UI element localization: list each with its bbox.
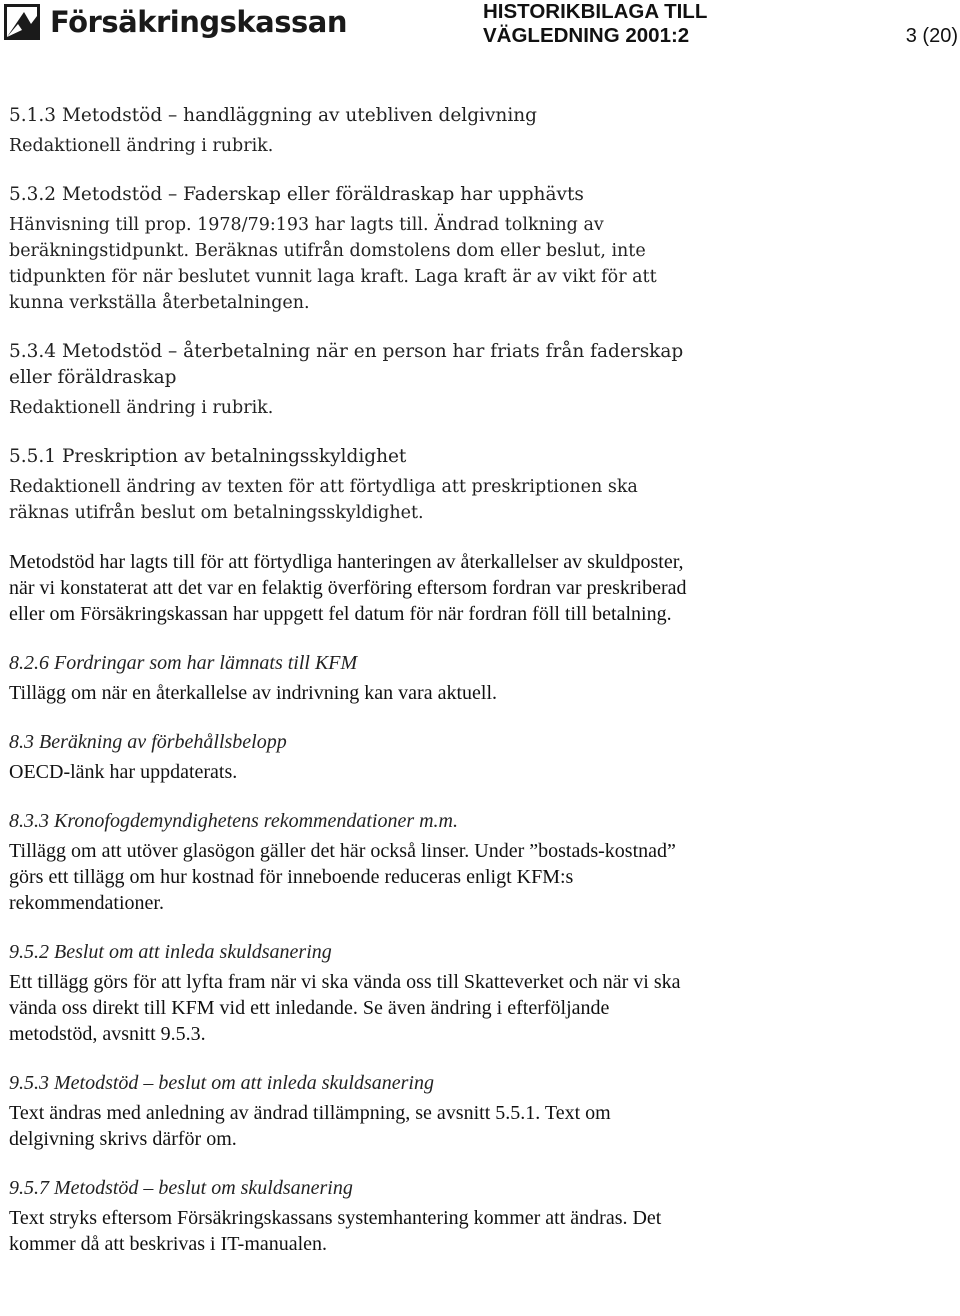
section-heading: 5.3.2 Metodstöd – Faderskap eller föräldraskap har upphävts bbox=[9, 184, 584, 205]
section-text: Tillägg om att utöver glasögon gäller det här också linser. Under ”bostads-kostnad” görs ett tillägg om hur kostnad för inneboende reduceras enligt KFM:s rekommendationer. bbox=[9, 840, 676, 914]
section-text: OECD-länk har uppdaterats. bbox=[9, 761, 238, 783]
section-heading: 9.5.3 Metodstöd – beslut om att inleda skuldsanering bbox=[9, 1072, 434, 1094]
section-text: Text stryks eftersom Försäkringskassans systemhantering kommer att ändras. Det kommer då att beskrivas i IT-manualen. bbox=[9, 1207, 662, 1255]
section-heading: 9.5.7 Metodstöd – beslut om skuldsanering bbox=[9, 1177, 353, 1199]
section-text: Redaktionell ändring i rubrik. bbox=[9, 398, 274, 418]
page-header bbox=[0, 0, 960, 60]
document-title-line1: HISTORIKBILAGA TILL bbox=[483, 0, 708, 23]
section-5-3-2 bbox=[9, 182, 699, 316]
document-title-line2: VÄGLEDNING 2001:2 bbox=[483, 24, 690, 47]
section-heading: 5.5.1 Preskription av betalningsskyldighet bbox=[9, 446, 407, 467]
section-8-3-3 bbox=[9, 808, 699, 916]
section-9-5-7 bbox=[9, 1175, 699, 1257]
section-text: Tillägg om när en återkallelse av indrivning kan vara aktuell. bbox=[9, 682, 498, 704]
section-heading: 8.3.3 Kronofogdemyndighetens rekommendationer m.m. bbox=[9, 810, 459, 832]
section-8-2-6 bbox=[9, 650, 699, 706]
section-9-5-2 bbox=[9, 939, 699, 1047]
section-text: Hänvisning till prop. 1978/79:193 har lagts till. Ändrad tolkning av beräkningstidpunkt. Beräknas utifrån domstolens dom eller beslut, inte tidpunkten för när beslutet vunnit laga kraft. Laga kraft är av vikt för att kunna verkställa återbetalningen. bbox=[9, 215, 657, 313]
section-heading: 8.2.6 Fordringar som har lämnats till KFM bbox=[9, 652, 358, 674]
section-text: Text ändras med anledning av ändrad tillämpning, se avsnitt 5.5.1. Text om delgivning skrivs därför om. bbox=[9, 1102, 611, 1150]
logo bbox=[4, 4, 347, 40]
document-title bbox=[483, 0, 707, 48]
section-paragraph: Metodstöd har lagts till för att förtydliga hanteringen av återkallelser av skuldposter, när vi konstaterat att det var en felaktig överföring eftersom fordran var preskriberad eller om Försäkringskassan har uppgett fel datum för när fordran föll till betalning. bbox=[9, 551, 687, 625]
section-5-5-1 bbox=[9, 444, 699, 526]
section-5-3-4 bbox=[9, 339, 699, 421]
section-9-5-3 bbox=[9, 1070, 699, 1152]
section-8-3 bbox=[9, 729, 699, 785]
section-heading: 5.1.3 Metodstöd – handläggning av utebliven delgivning bbox=[9, 105, 538, 126]
page-number: 3 (20) bbox=[905, 25, 958, 47]
section-5-1-3 bbox=[9, 103, 699, 159]
section-text: Ett tillägg görs för att lyfta fram när vi ska vända oss till Skatteverket och när vi ska vända oss direkt till KFM vid ett inledande. Se även ändring i efterföljande metodstöd, avsnitt 9.5.3. bbox=[9, 971, 681, 1045]
section-text: Redaktionell ändring av texten för att förtydliga att preskriptionen ska räknas utifrån beslut om betalningsskyldighet. bbox=[9, 477, 638, 523]
logo-text: Försäkringskassan bbox=[50, 5, 347, 39]
forsakringskassan-logo-icon bbox=[4, 4, 40, 40]
section-text: Redaktionell ändring i rubrik. bbox=[9, 136, 274, 156]
section-heading: 9.5.2 Beslut om att inleda skuldsanering bbox=[9, 941, 332, 963]
section-heading: 5.3.4 Metodstöd – återbetalning när en person har friats från faderskap eller föräldraskap bbox=[9, 341, 684, 388]
section-5-5-1-paragraph bbox=[9, 549, 699, 627]
section-heading: 8.3 Beräkning av förbehållsbelopp bbox=[9, 731, 287, 753]
document-body bbox=[9, 103, 699, 1280]
